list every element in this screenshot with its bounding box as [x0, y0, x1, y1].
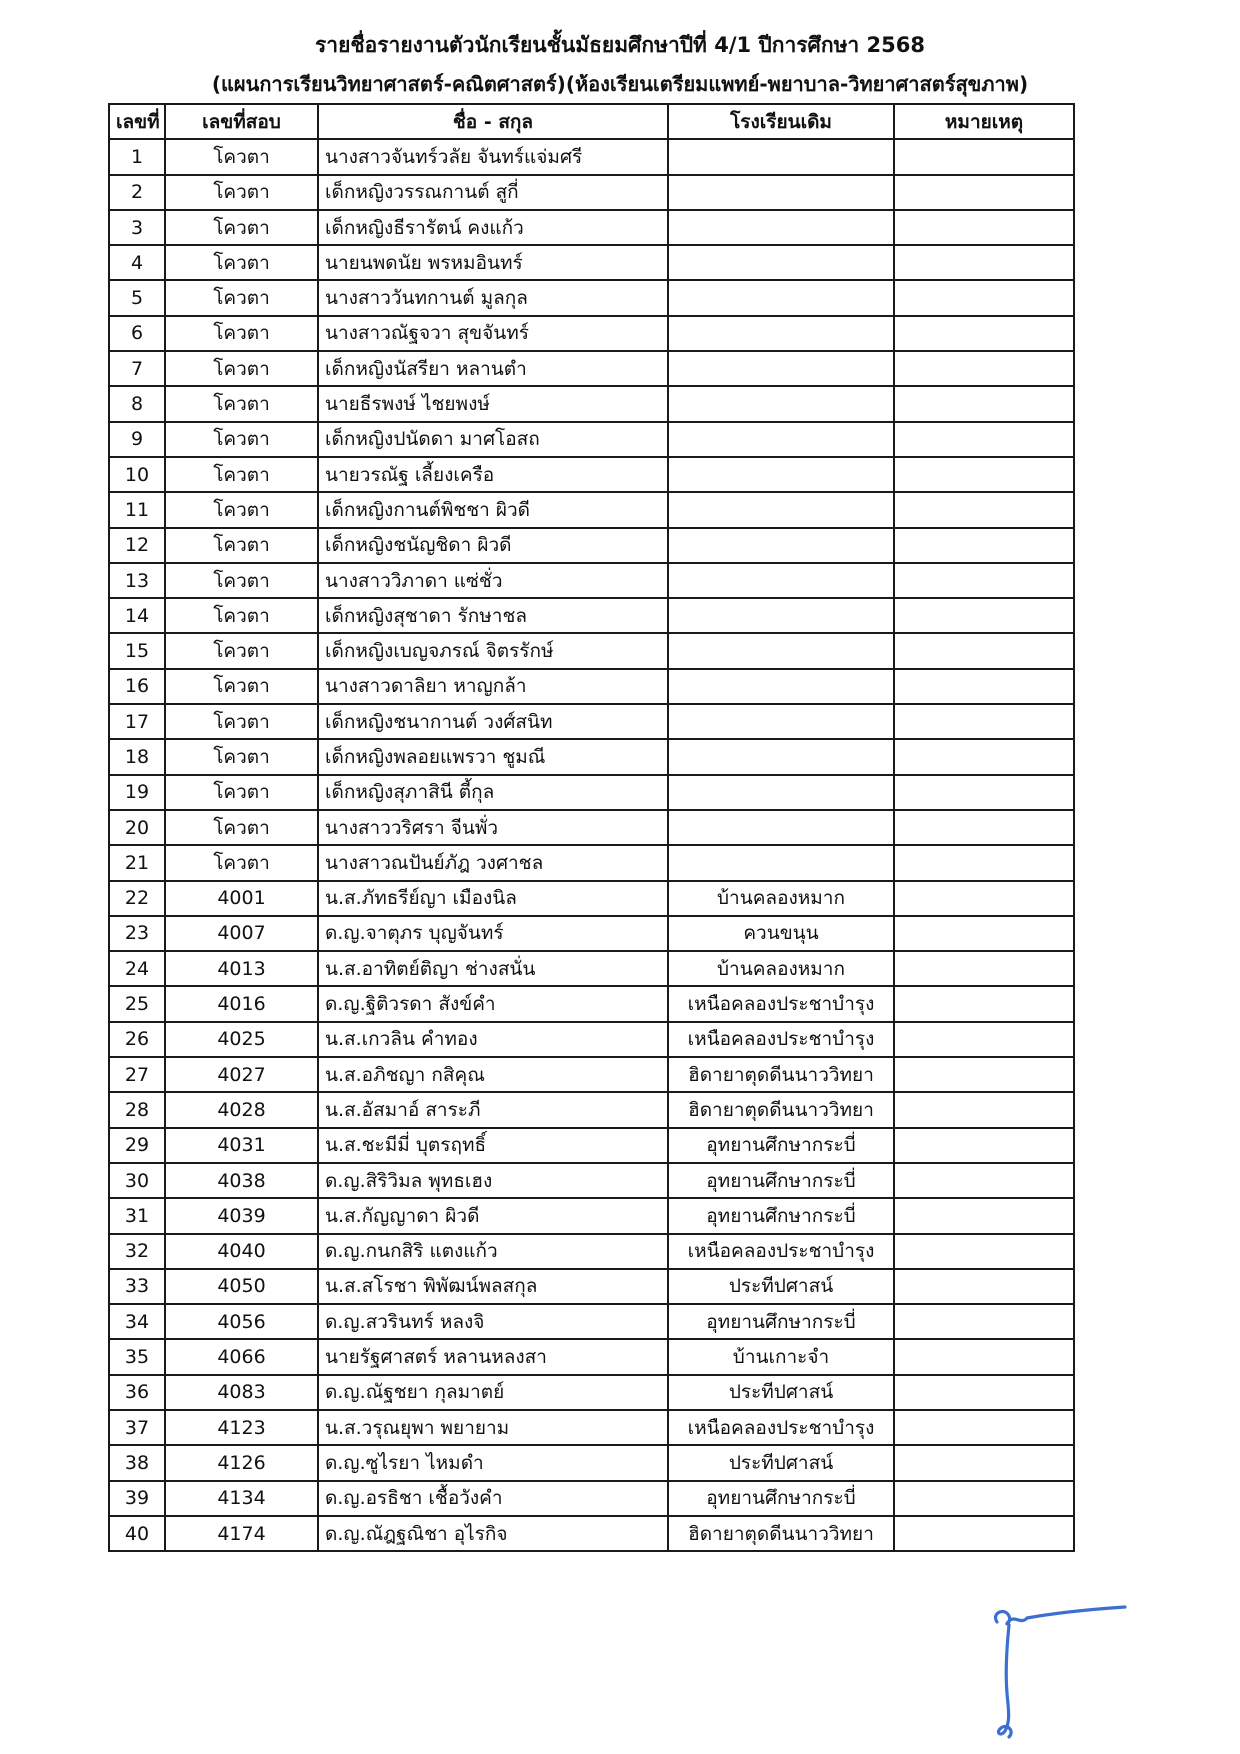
exam-number-cell: โควตา — [165, 598, 318, 633]
exam-number-cell: 4066 — [165, 1339, 318, 1374]
document-subtitle: (แผนการเรียนวิทยาศาสตร์-คณิตศาสตร์)(ห้องเรียนเตรียมแพทย์-พยาบาล-วิทยาศาสตร์สุขภาพ) — [211, 72, 1029, 96]
exam-number-cell: โควตา — [165, 280, 318, 315]
remarks-cell — [894, 1092, 1074, 1127]
remarks-cell — [894, 1481, 1074, 1516]
table-row — [109, 1198, 1074, 1233]
remarks-cell — [894, 1234, 1074, 1269]
row-number-cell: 7 — [109, 351, 165, 386]
row-number-cell: 1 — [109, 139, 165, 174]
row-number-cell: 31 — [109, 1198, 165, 1233]
previous-school-cell — [668, 245, 894, 280]
previous-school-cell: เหนือคลองประชาบำรุง — [668, 986, 894, 1021]
remarks-cell — [894, 1375, 1074, 1410]
row-number-cell: 12 — [109, 528, 165, 563]
remarks-cell — [894, 1198, 1074, 1233]
exam-number-cell: โควตา — [165, 316, 318, 351]
remarks-cell — [894, 1516, 1074, 1551]
exam-number-cell: 4039 — [165, 1198, 318, 1233]
previous-school-cell: อุทยานศึกษากระบี่ — [668, 1304, 894, 1339]
exam-number-cell: 4126 — [165, 1445, 318, 1480]
row-number-cell: 13 — [109, 563, 165, 598]
row-number-cell: 19 — [109, 775, 165, 810]
student-roster-table — [108, 103, 1075, 1552]
student-name-cell: เด็กหญิงธีรารัตน์ คงแก้ว — [318, 210, 668, 245]
remarks-cell — [894, 1304, 1074, 1339]
remarks-cell — [894, 210, 1074, 245]
table-row — [109, 704, 1074, 739]
table-row — [109, 1445, 1074, 1480]
previous-school-cell — [668, 633, 894, 668]
table-row — [109, 845, 1074, 880]
row-number-cell: 25 — [109, 986, 165, 1021]
table-row — [109, 1410, 1074, 1445]
row-number-cell: 30 — [109, 1163, 165, 1198]
row-number-cell: 3 — [109, 210, 165, 245]
previous-school-cell: ประทีปศาสน์ — [668, 1269, 894, 1304]
remarks-cell — [894, 139, 1074, 174]
column-header-exam-number: เลขที่สอบ — [165, 104, 318, 139]
remarks-cell — [894, 881, 1074, 916]
previous-school-cell: อุทยานศึกษากระบี่ — [668, 1128, 894, 1163]
student-name-cell: น.ส.อภิชญา กสิคุณ — [318, 1057, 668, 1092]
exam-number-cell: 4016 — [165, 986, 318, 1021]
row-number-cell: 11 — [109, 492, 165, 527]
previous-school-cell — [668, 457, 894, 492]
previous-school-cell — [668, 528, 894, 563]
student-name-cell: ด.ญ.ซูไรยา ไหมดำ — [318, 1445, 668, 1480]
column-header-remarks: หมายเหตุ — [894, 104, 1074, 139]
student-name-cell: น.ส.สโรชา พิพัฒน์พลสกุล — [318, 1269, 668, 1304]
remarks-cell — [894, 1339, 1074, 1374]
column-header-previous-school: โรงเรียนเดิม — [668, 104, 894, 139]
remarks-cell — [894, 669, 1074, 704]
row-number-cell: 23 — [109, 916, 165, 951]
row-number-cell: 27 — [109, 1057, 165, 1092]
row-number-cell: 22 — [109, 881, 165, 916]
student-name-cell: นางสาววริศรา จีนพั่ว — [318, 810, 668, 845]
table-row — [109, 210, 1074, 245]
remarks-cell — [894, 245, 1074, 280]
remarks-cell — [894, 457, 1074, 492]
row-number-cell: 26 — [109, 1022, 165, 1057]
table-row — [109, 881, 1074, 916]
table-row — [109, 457, 1074, 492]
table-row — [109, 316, 1074, 351]
exam-number-cell: 4031 — [165, 1128, 318, 1163]
table-row — [109, 775, 1074, 810]
remarks-cell — [894, 1057, 1074, 1092]
row-number-cell: 21 — [109, 845, 165, 880]
student-name-cell: เด็กหญิงปนัดดา มาศโอสถ — [318, 422, 668, 457]
table-row — [109, 422, 1074, 457]
exam-number-cell: 4028 — [165, 1092, 318, 1127]
table-row — [109, 1375, 1074, 1410]
remarks-cell — [894, 280, 1074, 315]
table-row — [109, 492, 1074, 527]
student-name-cell: เด็กหญิงชนัญชิดา ผิวดี — [318, 528, 668, 563]
student-name-cell: ด.ญ.กนกสิริ แตงแก้ว — [318, 1234, 668, 1269]
row-number-cell: 8 — [109, 386, 165, 421]
remarks-cell — [894, 1022, 1074, 1057]
student-name-cell: ด.ญ.อรธิชา เชื้อวังคำ — [318, 1481, 668, 1516]
student-name-cell: เด็กหญิงนัสรียา หลานตำ — [318, 351, 668, 386]
student-name-cell: นางสาวดาลิยา หาญกล้า — [318, 669, 668, 704]
remarks-cell — [894, 422, 1074, 457]
previous-school-cell — [668, 810, 894, 845]
exam-number-cell: 4134 — [165, 1481, 318, 1516]
row-number-cell: 33 — [109, 1269, 165, 1304]
remarks-cell — [894, 704, 1074, 739]
table-header-row — [109, 104, 1074, 139]
row-number-cell: 24 — [109, 951, 165, 986]
table-row — [109, 598, 1074, 633]
table-row — [109, 1092, 1074, 1127]
column-header-number: เลขที่ — [109, 104, 165, 139]
remarks-cell — [894, 1269, 1074, 1304]
remarks-cell — [894, 175, 1074, 210]
student-name-cell: ด.ญ.จาตุภร บุญจันทร์ — [318, 916, 668, 951]
table-body — [109, 139, 1074, 1551]
student-name-cell: เด็กหญิงเบญจภรณ์ จิตรรักษ์ — [318, 633, 668, 668]
student-name-cell: เด็กหญิงกานต์พิชชา ผิวดี — [318, 492, 668, 527]
student-name-cell: ด.ญ.สิริวิมล พุทธเฮง — [318, 1163, 668, 1198]
student-name-cell: ด.ญ.ณัฎฐณิชา อุไรกิจ — [318, 1516, 668, 1551]
previous-school-cell: เหนือคลองประชาบำรุง — [668, 1234, 894, 1269]
remarks-cell — [894, 563, 1074, 598]
previous-school-cell — [668, 598, 894, 633]
exam-number-cell: โควตา — [165, 633, 318, 668]
table-row — [109, 528, 1074, 563]
student-name-cell: น.ส.กัญญาดา ผิวดี — [318, 1198, 668, 1233]
row-number-cell: 10 — [109, 457, 165, 492]
table-row — [109, 1339, 1074, 1374]
exam-number-cell: 4040 — [165, 1234, 318, 1269]
table-row — [109, 916, 1074, 951]
table-row — [109, 1128, 1074, 1163]
student-name-cell: ด.ญ.สวรินทร์ หลงจิ — [318, 1304, 668, 1339]
exam-number-cell: โควตา — [165, 810, 318, 845]
student-name-cell: นายรัฐศาสตร์ หลานหลงสา — [318, 1339, 668, 1374]
row-number-cell: 40 — [109, 1516, 165, 1551]
previous-school-cell: ควนขนุน — [668, 916, 894, 951]
document-title: รายชื่อรายงานตัวนักเรียนชั้นมัธยมศึกษาปีที่ 4/1 ปีการศึกษา 2568 — [315, 33, 925, 57]
exam-number-cell: 4056 — [165, 1304, 318, 1339]
exam-number-cell: โควตา — [165, 422, 318, 457]
previous-school-cell — [668, 139, 894, 174]
previous-school-cell — [668, 386, 894, 421]
exam-number-cell: 4123 — [165, 1410, 318, 1445]
exam-number-cell: โควตา — [165, 492, 318, 527]
exam-number-cell: 4027 — [165, 1057, 318, 1092]
student-name-cell: เด็กหญิงสุชาดา รักษาชล — [318, 598, 668, 633]
table-row — [109, 175, 1074, 210]
student-name-cell: น.ส.ภัทธรีย์ญา เมืองนิล — [318, 881, 668, 916]
student-name-cell: นายธีรพงษ์ ไชยพงษ์ — [318, 386, 668, 421]
exam-number-cell: โควตา — [165, 210, 318, 245]
remarks-cell — [894, 528, 1074, 563]
remarks-cell — [894, 1445, 1074, 1480]
row-number-cell: 9 — [109, 422, 165, 457]
remarks-cell — [894, 1128, 1074, 1163]
column-header-full-name: ชื่อ - สกุล — [318, 104, 668, 139]
exam-number-cell: โควตา — [165, 704, 318, 739]
row-number-cell: 32 — [109, 1234, 165, 1269]
previous-school-cell — [668, 280, 894, 315]
table-row — [109, 386, 1074, 421]
remarks-cell — [894, 492, 1074, 527]
row-number-cell: 28 — [109, 1092, 165, 1127]
student-name-cell: นางสาวจันทร์วลัย จันทร์แจ่มศรี — [318, 139, 668, 174]
previous-school-cell: อุทยานศึกษากระบี่ — [668, 1163, 894, 1198]
row-number-cell: 15 — [109, 633, 165, 668]
remarks-cell — [894, 598, 1074, 633]
student-name-cell: นางสาวณัฐจวา สุขจันทร์ — [318, 316, 668, 351]
table-row — [109, 1057, 1074, 1092]
exam-number-cell: โควตา — [165, 245, 318, 280]
previous-school-cell: ประทีปศาสน์ — [668, 1375, 894, 1410]
exam-number-cell: 4050 — [165, 1269, 318, 1304]
student-name-cell: น.ส.อาทิตย์ติญา ช่างสนั่น — [318, 951, 668, 986]
previous-school-cell: ประทีปศาสน์ — [668, 1445, 894, 1480]
row-number-cell: 35 — [109, 1339, 165, 1374]
student-name-cell: ด.ญ.ฐิติวรดา สังข์คำ — [318, 986, 668, 1021]
previous-school-cell — [668, 210, 894, 245]
table-row — [109, 280, 1074, 315]
handwritten-signature — [975, 1585, 1145, 1740]
student-name-cell: นายวรณัฐ เลี้ยงเครือ — [318, 457, 668, 492]
previous-school-cell — [668, 175, 894, 210]
remarks-cell — [894, 316, 1074, 351]
row-number-cell: 6 — [109, 316, 165, 351]
exam-number-cell: โควตา — [165, 563, 318, 598]
row-number-cell: 37 — [109, 1410, 165, 1445]
exam-number-cell: 4013 — [165, 951, 318, 986]
previous-school-cell: อุทยานศึกษากระบี่ — [668, 1481, 894, 1516]
exam-number-cell: โควตา — [165, 669, 318, 704]
exam-number-cell: โควตา — [165, 775, 318, 810]
row-number-cell: 20 — [109, 810, 165, 845]
remarks-cell — [894, 916, 1074, 951]
student-name-cell: นางสาววิภาดา แซ่ชั่ว — [318, 563, 668, 598]
row-number-cell: 29 — [109, 1128, 165, 1163]
previous-school-cell: บ้านเกาะจำ — [668, 1339, 894, 1374]
student-name-cell: น.ส.อัสมาอ์ สาระภี — [318, 1092, 668, 1127]
student-name-cell: เด็กหญิงวรรณกานต์ สูกี่ — [318, 175, 668, 210]
exam-number-cell: โควตา — [165, 351, 318, 386]
table-row — [109, 1516, 1074, 1551]
exam-number-cell: โควตา — [165, 845, 318, 880]
remarks-cell — [894, 386, 1074, 421]
row-number-cell: 38 — [109, 1445, 165, 1480]
student-name-cell: นายนพดนัย พรหมอินทร์ — [318, 245, 668, 280]
remarks-cell — [894, 845, 1074, 880]
previous-school-cell — [668, 316, 894, 351]
exam-number-cell: 4083 — [165, 1375, 318, 1410]
table-row — [109, 245, 1074, 280]
row-number-cell: 16 — [109, 669, 165, 704]
remarks-cell — [894, 810, 1074, 845]
remarks-cell — [894, 633, 1074, 668]
student-name-cell: น.ส.ชะมีมี่ บุตรฤทธิ์ — [318, 1128, 668, 1163]
student-name-cell: เด็กหญิงชนากานต์ วงศ์สนิท — [318, 704, 668, 739]
table-row — [109, 1269, 1074, 1304]
remarks-cell — [894, 775, 1074, 810]
row-number-cell: 18 — [109, 739, 165, 774]
previous-school-cell — [668, 704, 894, 739]
student-name-cell: นางสาวณปันย์ภัฎ วงศาชล — [318, 845, 668, 880]
table-row — [109, 810, 1074, 845]
row-number-cell: 34 — [109, 1304, 165, 1339]
previous-school-cell: ฮิดายาตุดดีนนาววิทยา — [668, 1092, 894, 1127]
table-row — [109, 1304, 1074, 1339]
previous-school-cell — [668, 492, 894, 527]
signature-stroke — [996, 1607, 1125, 1737]
exam-number-cell: 4007 — [165, 916, 318, 951]
row-number-cell: 2 — [109, 175, 165, 210]
previous-school-cell — [668, 669, 894, 704]
previous-school-cell: ฮิดายาตุดดีนนาววิทยา — [668, 1516, 894, 1551]
table-row — [109, 1163, 1074, 1198]
remarks-cell — [894, 739, 1074, 774]
previous-school-cell — [668, 351, 894, 386]
exam-number-cell: โควตา — [165, 175, 318, 210]
table-row — [109, 986, 1074, 1021]
previous-school-cell — [668, 775, 894, 810]
remarks-cell — [894, 951, 1074, 986]
table-row — [109, 351, 1074, 386]
student-name-cell: น.ส.เกวลิน คำทอง — [318, 1022, 668, 1057]
table-row — [109, 1481, 1074, 1516]
previous-school-cell: เหนือคลองประชาบำรุง — [668, 1410, 894, 1445]
row-number-cell: 14 — [109, 598, 165, 633]
previous-school-cell: ฮิดายาตุดดีนนาววิทยา — [668, 1057, 894, 1092]
previous-school-cell — [668, 739, 894, 774]
row-number-cell: 17 — [109, 704, 165, 739]
row-number-cell: 4 — [109, 245, 165, 280]
remarks-cell — [894, 986, 1074, 1021]
exam-number-cell: โควตา — [165, 139, 318, 174]
exam-number-cell: 4038 — [165, 1163, 318, 1198]
remarks-cell — [894, 1410, 1074, 1445]
exam-number-cell: โควตา — [165, 739, 318, 774]
row-number-cell: 5 — [109, 280, 165, 315]
table-row — [109, 563, 1074, 598]
remarks-cell — [894, 1163, 1074, 1198]
exam-number-cell: 4001 — [165, 881, 318, 916]
previous-school-cell — [668, 422, 894, 457]
exam-number-cell: โควตา — [165, 528, 318, 563]
student-name-cell: เด็กหญิงพลอยแพรวา ชูมณี — [318, 739, 668, 774]
table-row — [109, 633, 1074, 668]
table-row — [109, 669, 1074, 704]
table-row — [109, 739, 1074, 774]
previous-school-cell — [668, 845, 894, 880]
student-name-cell: ด.ญ.ณัฐชยา กุลมาตย์ — [318, 1375, 668, 1410]
student-name-cell: น.ส.วรุณยุพา พยายาม — [318, 1410, 668, 1445]
exam-number-cell: 4025 — [165, 1022, 318, 1057]
table-row — [109, 951, 1074, 986]
table-row — [109, 1234, 1074, 1269]
previous-school-cell: บ้านคลองหมาก — [668, 951, 894, 986]
row-number-cell: 39 — [109, 1481, 165, 1516]
previous-school-cell — [668, 563, 894, 598]
previous-school-cell: เหนือคลองประชาบำรุง — [668, 1022, 894, 1057]
previous-school-cell: บ้านคลองหมาก — [668, 881, 894, 916]
student-name-cell: นางสาววันทกานต์ มูลกุล — [318, 280, 668, 315]
exam-number-cell: โควตา — [165, 386, 318, 421]
table-row — [109, 1022, 1074, 1057]
row-number-cell: 36 — [109, 1375, 165, 1410]
student-name-cell: เด็กหญิงสุภาสินี ตี้กุล — [318, 775, 668, 810]
table-row — [109, 139, 1074, 174]
remarks-cell — [894, 351, 1074, 386]
exam-number-cell: โควตา — [165, 457, 318, 492]
previous-school-cell: อุทยานศึกษากระบี่ — [668, 1198, 894, 1233]
exam-number-cell: 4174 — [165, 1516, 318, 1551]
